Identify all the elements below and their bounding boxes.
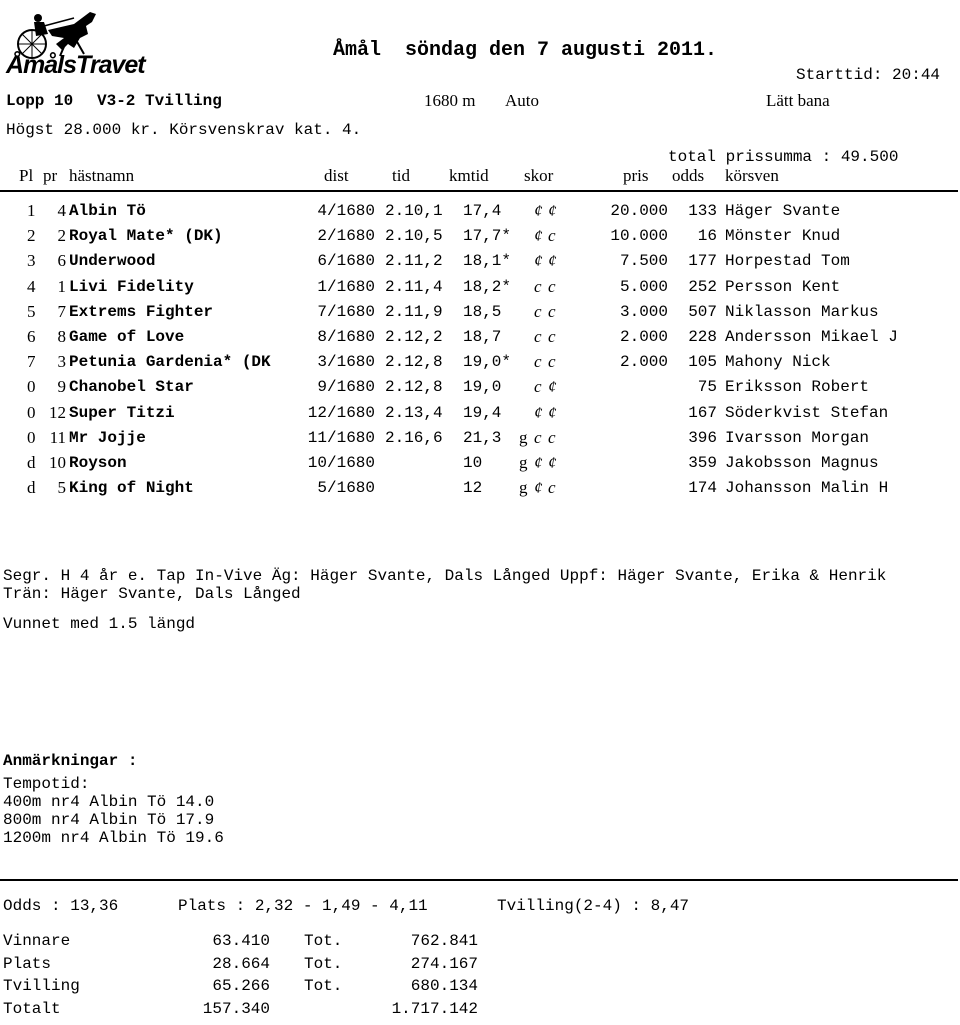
turnover-label: Totalt [3, 999, 61, 1018]
col-pris: pris [623, 166, 649, 185]
distance-start: 12/1680 [307, 403, 375, 422]
hind-shoe-icon: c [548, 478, 556, 498]
odds: 105 [688, 353, 717, 372]
start-number: 9 [57, 377, 66, 397]
remarks-heading: Anmärkningar : [3, 752, 138, 770]
driver-name: Andersson Mikael J [725, 328, 898, 346]
turnover-total-label: Tot. [304, 954, 343, 973]
driver-name: Persson Kent [725, 277, 841, 296]
logo-wordmark: ÅmålsTravet [6, 51, 145, 79]
distance-start: 5/1680 [317, 479, 375, 498]
start-number: 11 [49, 427, 66, 447]
finish-position: 0 [27, 377, 36, 397]
distance-start: 9/1680 [317, 378, 375, 397]
split-time: 800m nr4 Albin Tö 17.9 [3, 811, 215, 829]
result-row [0, 353, 960, 378]
start-number: 4 [57, 201, 66, 220]
race-time: 2.11,2 [385, 252, 443, 271]
prize: 20.000 [610, 202, 668, 220]
turnover-total: 274.167 [410, 954, 478, 973]
finish-position: d [27, 478, 36, 498]
driver-name: Eriksson Robert [725, 378, 870, 397]
winner-info: Segr. H 4 år e. Tap In-Vive Äg: Häger Svante, Dals Långed Uppf: Häger Svante, Erika & Henrik [3, 567, 887, 585]
amalstravet-logo [4, 4, 160, 84]
odds: 174 [688, 479, 717, 498]
race-distance: 1680 m [424, 91, 476, 110]
hind-shoe-icon: ¢ [548, 402, 557, 422]
turnover-label: Tvilling [3, 977, 80, 995]
distance-start: 3/1680 [317, 353, 375, 372]
odds-divider [0, 879, 958, 881]
start-number: 5 [57, 478, 66, 498]
driver-name: Mahony Nick [725, 353, 831, 372]
front-shoe-icon: ¢ [534, 402, 543, 422]
hind-shoe-icon: c [548, 301, 556, 321]
result-row [0, 454, 960, 479]
prize: 10.000 [610, 227, 668, 246]
km-time: 18,7 [463, 328, 502, 346]
finish-position: 3 [27, 251, 36, 271]
finish-position: 0 [27, 402, 36, 422]
result-row [0, 404, 960, 429]
turnover-label: Plats [3, 954, 52, 973]
front-shoe-icon: c [534, 301, 542, 321]
split-time: 400m nr4 Albin Tö 14.0 [3, 793, 215, 811]
front-shoe-icon: ¢ [534, 226, 543, 246]
turnover-amount: 63.410 [212, 932, 270, 950]
driver-name: Johansson Malin H [725, 479, 889, 498]
turnover-total-label: Tot. [304, 977, 343, 995]
prize: 2.000 [619, 353, 668, 372]
horse-name: Chanobel Star [69, 378, 194, 397]
driver-name: Horpestad Tom [725, 252, 850, 271]
odds: 228 [688, 328, 717, 346]
prize: 3.000 [619, 302, 668, 321]
driver-name: Niklasson Markus [725, 302, 879, 321]
result-row [0, 252, 960, 277]
front-shoe-icon: c [534, 276, 542, 296]
odds: 359 [688, 454, 717, 472]
start-time: Starttid: 20:44 [796, 66, 941, 84]
front-shoe-icon: c [534, 427, 542, 447]
km-time: 10 [463, 454, 483, 472]
prize: 2.000 [619, 328, 668, 346]
odds: 252 [688, 277, 717, 296]
km-time: 18,5 [463, 302, 502, 321]
driver-name: Häger Svante [725, 202, 841, 220]
front-shoe-icon: c [534, 327, 542, 346]
finish-position: 4 [27, 276, 36, 296]
race-type: V3-2 Tvilling [97, 92, 222, 110]
col-pr: pr [43, 166, 58, 185]
turnover-amount: 157.340 [202, 999, 270, 1018]
hind-shoe-icon: ¢ [548, 251, 557, 271]
race-time: 2.16,6 [385, 428, 443, 447]
col-odds: odds [672, 166, 705, 185]
start-number: 3 [57, 352, 66, 372]
turnover-amount: 65.266 [212, 977, 270, 995]
distance-start: 4/1680 [317, 202, 375, 220]
gallop-mark: g [519, 427, 528, 447]
start-number: 7 [57, 301, 66, 321]
finish-position: 6 [27, 327, 36, 346]
distance-start: 8/1680 [317, 328, 375, 346]
place-odds: Plats : 2,32 - 1,49 - 4,11 [178, 897, 428, 915]
finish-position: 1 [27, 201, 36, 220]
start-number: 2 [57, 226, 66, 246]
hind-shoe-icon: ¢ [548, 453, 557, 472]
driver-name: Jakobsson Magnus [725, 454, 879, 472]
tvilling-odds: Tvilling(2-4) : 8,47 [497, 897, 690, 915]
front-shoe-icon: ¢ [534, 201, 543, 220]
result-row [0, 328, 960, 353]
col-driver: körsven [725, 166, 779, 185]
km-time: 19,0* [463, 353, 512, 372]
start-number: 12 [49, 402, 66, 422]
result-row [0, 278, 960, 303]
horse-name: Albin Tö [69, 202, 146, 220]
horse-name: Game of Love [69, 328, 185, 346]
result-row [0, 429, 960, 454]
distance-start: 1/1680 [317, 277, 375, 296]
col-tid: tid [392, 166, 410, 185]
odds: 133 [688, 202, 717, 220]
horse-name: Extrems Fighter [69, 302, 214, 321]
turnover-total: 680.134 [410, 977, 478, 995]
start-number: 1 [57, 276, 66, 296]
distance-start: 2/1680 [317, 227, 375, 246]
finish-position: 2 [27, 226, 36, 246]
km-time: 18,1* [463, 252, 512, 271]
result-row [0, 378, 960, 403]
front-shoe-icon: ¢ [534, 453, 543, 472]
gallop-mark: g [519, 453, 528, 472]
km-time: 21,3 [463, 428, 502, 447]
result-row [0, 227, 960, 252]
km-time: 17,4 [463, 202, 502, 220]
turnover-amount: 28.664 [212, 954, 270, 973]
odds: 177 [688, 252, 717, 271]
horse-name: Underwood [69, 252, 156, 271]
horse-name: Super Titzi [69, 403, 175, 422]
turnover-total-label: Tot. [304, 932, 343, 950]
front-shoe-icon: ¢ [534, 478, 543, 498]
distance-start: 6/1680 [317, 252, 375, 271]
odds: 396 [688, 428, 717, 447]
prize-conditions: Högst 28.000 kr. Körsvenskrav kat. 4. [6, 121, 362, 139]
result-row [0, 202, 960, 227]
prize: 5.000 [619, 277, 668, 296]
prize: 7.500 [619, 252, 668, 271]
finish-position: 0 [27, 427, 36, 447]
hind-shoe-icon: ¢ [548, 377, 557, 397]
km-time: 18,2* [463, 277, 512, 296]
header-divider [0, 190, 958, 192]
distance-start: 11/1680 [307, 428, 375, 447]
horse-name: Mr Jojje [69, 428, 146, 447]
turnover-label: Vinnare [3, 932, 71, 950]
horse-name: Livi Fidelity [69, 277, 194, 296]
distance-start: 7/1680 [317, 302, 375, 321]
turnover-row [0, 955, 960, 980]
race-time: 2.12,2 [385, 328, 443, 346]
hind-shoe-icon: c [548, 327, 556, 346]
result-row [0, 479, 960, 504]
race-time: 2.11,4 [385, 277, 443, 296]
front-shoe-icon: c [534, 377, 542, 397]
front-shoe-icon: c [534, 352, 542, 372]
winning-margin: Vunnet med 1.5 längd [3, 615, 196, 633]
race-time: 2.11,9 [385, 302, 443, 321]
winner-odds: Odds : 13,36 [3, 897, 119, 915]
turnover-total: 1.717.142 [391, 999, 478, 1018]
trainer-info: Trän: Häger Svante, Dals Långed [3, 585, 301, 603]
hind-shoe-icon: c [548, 352, 556, 372]
odds: 507 [688, 302, 717, 321]
race-time: 2.10,5 [385, 227, 443, 246]
total-prize: total prissumma : 49.500 [668, 148, 899, 166]
column-header-row [0, 167, 960, 192]
odds: 16 [697, 227, 717, 246]
start-number: 10 [49, 453, 66, 472]
hind-shoe-icon: c [548, 226, 556, 246]
km-time: 19,4 [463, 403, 502, 422]
turnover-row [0, 1000, 960, 1025]
col-skor: skor [524, 166, 554, 185]
driver-name: Ivarsson Morgan [725, 428, 870, 447]
col-dist: dist [324, 166, 349, 185]
turnover-row [0, 977, 960, 1002]
race-time: 2.10,1 [385, 202, 443, 220]
track-condition: Lätt bana [766, 91, 830, 110]
odds: 167 [688, 403, 717, 422]
start-method: Auto [505, 91, 539, 110]
start-number: 8 [57, 327, 66, 346]
km-time: 17,7* [463, 227, 512, 246]
driver-name: Mönster Knud [725, 227, 841, 246]
col-pl: Pl [19, 166, 34, 185]
hind-shoe-icon: c [548, 276, 556, 296]
finish-position: d [27, 453, 36, 472]
distance-start: 10/1680 [307, 454, 375, 472]
gallop-mark: g [519, 478, 528, 498]
race-number: Lopp 10 [6, 92, 74, 110]
km-time: 12 [463, 479, 483, 498]
km-time: 19,0 [463, 378, 502, 397]
tempotid-label: Tempotid: [3, 775, 90, 793]
odds: 75 [697, 378, 717, 397]
finish-position: 7 [27, 352, 36, 372]
horse-name: Royson [69, 454, 127, 472]
finish-position: 5 [27, 301, 36, 321]
race-time: 2.12,8 [385, 353, 443, 372]
race-time: 2.12,8 [385, 378, 443, 397]
driver-name: Söderkvist Stefan [725, 403, 889, 422]
col-name: hästnamn [69, 166, 135, 185]
hind-shoe-icon: c [548, 427, 556, 447]
page-title: Åmål söndag den 7 augusti 2011. [333, 39, 718, 62]
split-time: 1200m nr4 Albin Tö 19.6 [3, 829, 224, 847]
start-number: 6 [57, 251, 66, 271]
horse-name: King of Night [69, 479, 194, 498]
col-kmtid: kmtid [449, 166, 489, 185]
result-row [0, 303, 960, 328]
horse-name: Royal Mate* (DK) [69, 227, 223, 246]
horse-name: Petunia Gardenia* (DK [69, 353, 271, 372]
race-time: 2.13,4 [385, 403, 443, 422]
turnover-row [0, 932, 960, 957]
turnover-total: 762.841 [410, 932, 478, 950]
front-shoe-icon: ¢ [534, 251, 543, 271]
hind-shoe-icon: ¢ [548, 201, 557, 220]
